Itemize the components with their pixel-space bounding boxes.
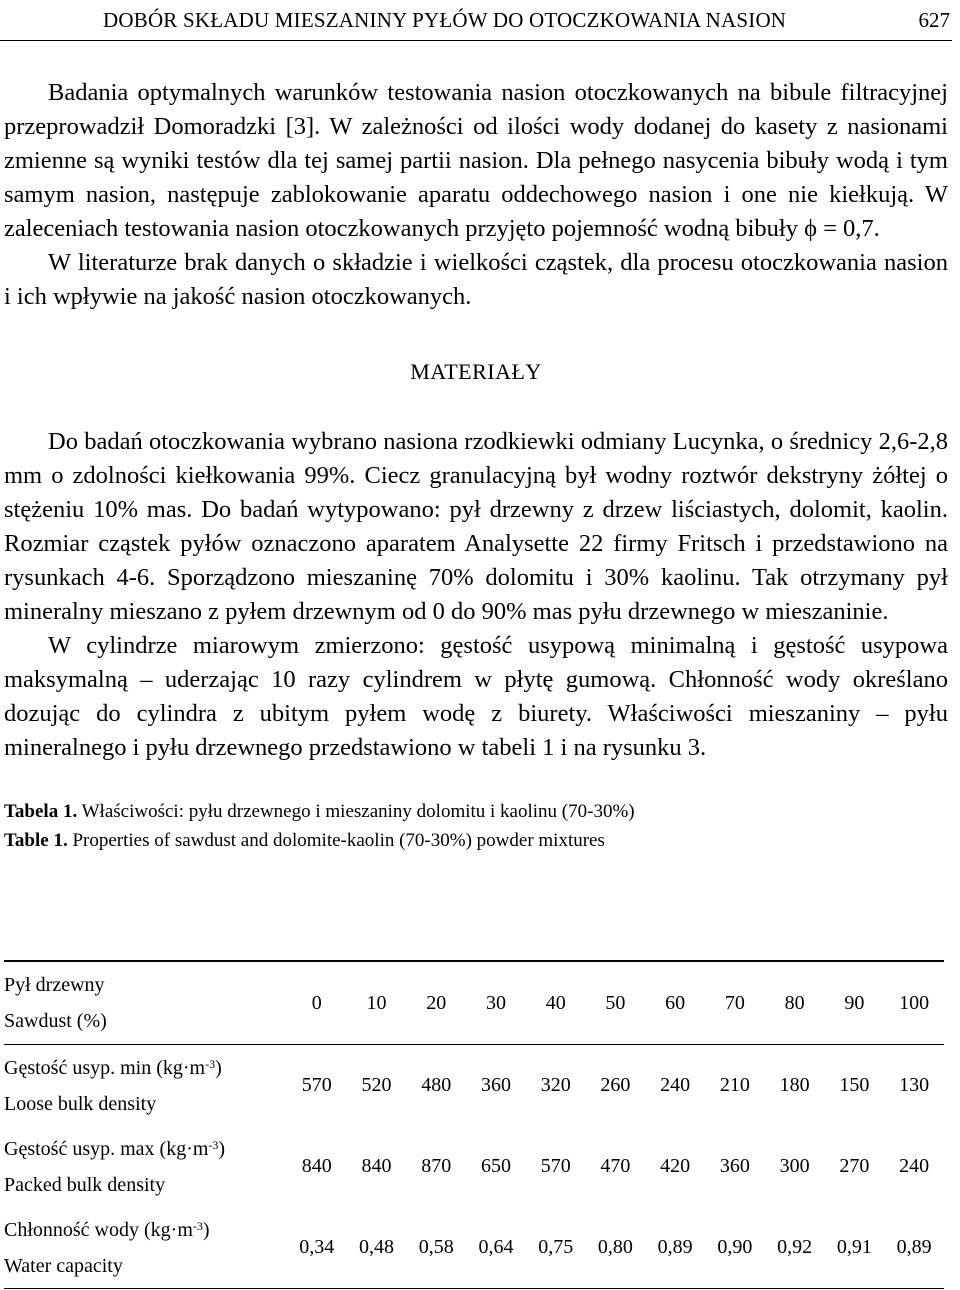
column-header: 20 bbox=[406, 961, 466, 1045]
table-cell: 0,89 bbox=[884, 1207, 944, 1289]
article-body bbox=[4, 76, 948, 855]
column-header: 0 bbox=[287, 961, 347, 1045]
table-cell: 570 bbox=[301, 1074, 332, 1096]
table-cell: 0,80 bbox=[586, 1207, 646, 1289]
table-cell: 150 bbox=[839, 1074, 870, 1096]
table-cell: 570 bbox=[540, 1155, 571, 1177]
table-cell: 480 bbox=[421, 1074, 452, 1096]
caption-english bbox=[4, 826, 948, 855]
column-header: 70 bbox=[705, 961, 765, 1045]
table-cell: 870 bbox=[421, 1155, 452, 1177]
caption-polish bbox=[4, 797, 948, 826]
table-cell: 840 bbox=[301, 1155, 332, 1177]
table-cell: 260 bbox=[600, 1074, 631, 1096]
paragraph: Do badań otoczkowania wybrano nasiona rzodkiewki odmiany Lucynka, o średnicy 2,6-2,8 mm o zdolności kiełkowania 99%. Ciecz granulacyjną był wodny roztwór dekstryny żółtej o stężeniu 10% mas. Do badań wytypowano: pył drzewny z drzew liściastych, dolomit, kaolin. Rozmiar cząstek pyłów oznaczono aparatem Analysette 22 firmy Fritsch i przedstawiono na rysunkach 4-6. Sporządzono mieszaninę 70% dolomitu i 30% kaolinu. Tak otrzymany pył mineralny mieszano z pyłem drzewnym od 0 do 90% mas pyłu drzewnego w mieszaninie. bbox=[4, 428, 948, 625]
table-cell: 300 bbox=[779, 1155, 810, 1177]
column-header: 50 bbox=[586, 961, 646, 1045]
label-polish: Gęstość usyp. $\min (kg\cdot m^{-3})$ bbox=[4, 1056, 222, 1079]
table-row bbox=[4, 1126, 944, 1207]
table-cell: 0,58 bbox=[406, 1207, 466, 1289]
paragraph: Badania optymalnych warunków testowania nasion otoczkowanych na bibule filtracyjnej przeprowadził Domoradzki [3]. W zależności od ilości wody dodanej do kasety z nasionami zmienne są wyniki testów dla tej samej partii nasion. Dla pełnego nasycenia bibuły wodą i tym samym nasion, następuje zablokowanie aparatu oddechowego nasion i one nie kiełkują. W zaleceniach testowania nasion otoczkowanych przyjęto pojemność wodną bibuły ϕ = 0,7. bbox=[4, 79, 948, 242]
paragraph: W cylindrze miarowym zmierzono: gęstość usypową minimalną i gęstość usypowa maksymalną – uderzając 10 razy cylindrem w płytę gumową. Chłonność wody określano dozując do cylindra z ubitym pyłem wodę z biurety. Właściwości mieszaniny – pyłu mineralnego i pyłu drzewnego przedstawiono w tabeli 1 i na rysunku 3. bbox=[4, 632, 948, 761]
table-cell: 180 bbox=[779, 1074, 810, 1096]
table-cell: 0,89 bbox=[645, 1207, 705, 1289]
table-cell: 0,91 bbox=[825, 1207, 885, 1289]
column-header: 90 bbox=[825, 961, 885, 1045]
table-cell: 130 bbox=[899, 1074, 930, 1096]
table-row bbox=[4, 1045, 944, 1127]
table-cell: 470 bbox=[600, 1155, 631, 1177]
caption-label: Table 1. bbox=[4, 830, 68, 851]
caption-text: Properties of sawdust and dolomite-kaolin (70-30%) powder mixtures bbox=[67, 830, 605, 851]
column-header: 30 bbox=[466, 961, 526, 1045]
table-cell: 0,34 bbox=[287, 1207, 347, 1289]
table-cell: 360 bbox=[719, 1155, 750, 1177]
label-english: Loose bulk density bbox=[4, 1092, 157, 1115]
row-label bbox=[4, 1126, 287, 1207]
table-cell: 270 bbox=[839, 1155, 870, 1177]
table-header-row bbox=[4, 961, 944, 1045]
table-cell: 840 bbox=[361, 1155, 392, 1177]
table-cell: 0,90 bbox=[705, 1207, 765, 1289]
table-cell: 520 bbox=[361, 1074, 392, 1096]
table-cell: 420 bbox=[660, 1155, 691, 1177]
table-cell: 0,75 bbox=[526, 1207, 586, 1289]
caption-text: Właściwości: pyłu drzewnego i mieszaniny dolomitu i kaolinu (70-30%) bbox=[77, 801, 635, 822]
label-polish: Chłonność wody $(kg\cdot m^{-3})$ bbox=[4, 1218, 210, 1241]
column-header: 60 bbox=[645, 961, 705, 1045]
table-cell: 240 bbox=[660, 1074, 691, 1096]
properties-table bbox=[4, 960, 944, 1289]
page-header bbox=[0, 4, 952, 41]
column-header: 40 bbox=[526, 961, 586, 1045]
row-label bbox=[4, 1207, 287, 1289]
label-english: Water capacity bbox=[4, 1254, 123, 1277]
row-label bbox=[4, 1045, 287, 1127]
caption-label: Tabela 1. bbox=[4, 801, 78, 822]
header-label bbox=[4, 961, 287, 1045]
column-header: 100 bbox=[884, 961, 944, 1045]
table-cell: 210 bbox=[719, 1074, 750, 1096]
label-polish: Pył drzewny bbox=[4, 974, 105, 996]
label-english: Sawdust (%) bbox=[4, 1010, 107, 1032]
table-cell: 240 bbox=[899, 1155, 930, 1177]
column-header: 10 bbox=[347, 961, 407, 1045]
table-cell: 650 bbox=[480, 1155, 511, 1177]
table-row bbox=[4, 1207, 944, 1289]
paragraph: W literaturze brak danych o składzie i wielkości cząstek, dla procesu otoczkowania nasion i ich wpływie na jakość nasion otoczkowanych. bbox=[4, 249, 948, 310]
running-head: DOBÓR SKŁADU MIESZANINY PYŁÓW DO OTOCZKOWANIA NASION bbox=[103, 8, 787, 32]
table-cell: 0,64 bbox=[466, 1207, 526, 1289]
page-number: 627 bbox=[918, 8, 950, 32]
section-heading: MATERIAŁY bbox=[410, 359, 542, 384]
table-caption bbox=[4, 797, 948, 855]
label-english: Packed bulk density bbox=[4, 1173, 166, 1196]
table-cell: 0,48 bbox=[347, 1207, 407, 1289]
label-polish: Gęstość usyp. $\max (kg\cdot m^{-3})$ bbox=[4, 1137, 226, 1160]
table-cell: 320 bbox=[540, 1074, 571, 1096]
table-cell: 0,92 bbox=[765, 1207, 825, 1289]
column-header: 80 bbox=[765, 961, 825, 1045]
table-cell: 360 bbox=[480, 1074, 511, 1096]
